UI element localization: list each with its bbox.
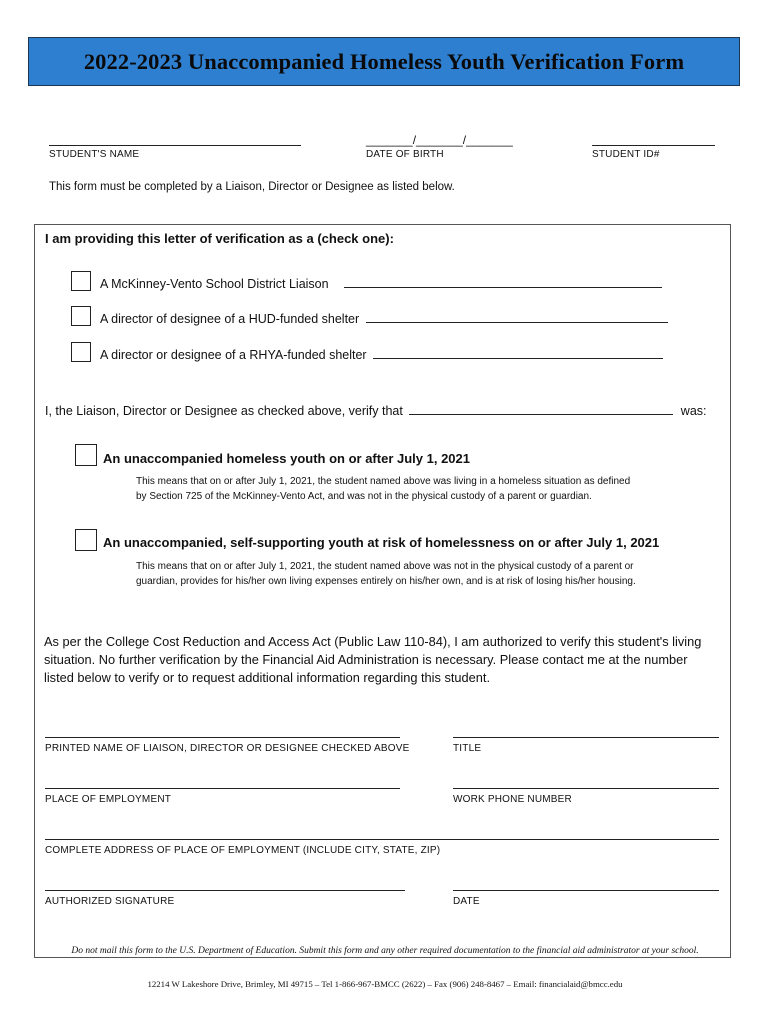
option-rhya-shelter-label: A director or designee of a RHYA-funded shelter — [100, 348, 367, 362]
form-title: 2022-2023 Unaccompanied Homeless Youth Verification Form — [83, 48, 685, 74]
status-homeless-youth-description — [136, 474, 630, 504]
verify-text-before: I, the Liaison, Director or Designee as checked above, verify that — [45, 404, 403, 418]
status-at-risk-youth-title: An unaccompanied, self-supporting youth at risk of homelessness on or after July 1, 2021 — [103, 535, 660, 550]
work-phone-field[interactable] — [453, 788, 719, 789]
rhya-shelter-name-field[interactable] — [373, 347, 663, 359]
verify-statement — [45, 403, 707, 418]
status-at-risk-youth-description-line1: This means that on or after July 1, 2021, the student named above was not in the physical custody of a parent or — [136, 561, 634, 572]
authorized-signature-field[interactable] — [45, 890, 405, 891]
option-hud-shelter — [100, 311, 668, 326]
place-of-employment-field[interactable] — [45, 788, 400, 789]
at-risk-youth-checkbox[interactable] — [75, 529, 97, 551]
liaison-name-field[interactable] — [344, 276, 662, 288]
status-homeless-youth-description-line1: This means that on or after July 1, 2021, the student named above was living in a homeless situation as defined — [136, 476, 631, 487]
date-label: DATE — [453, 896, 480, 907]
student-id-label: STUDENT ID# — [592, 149, 660, 160]
status-homeless-youth-description-line2: by Section 725 of the McKinney-Vento Act, and was not in the physical custody of a parent or guardian. — [136, 491, 592, 502]
form-title-banner — [28, 37, 740, 86]
verify-text-after: was: — [680, 404, 707, 418]
student-name-label: STUDENT'S NAME — [49, 149, 140, 160]
title-label: TITLE — [453, 743, 482, 754]
option-rhya-shelter — [100, 347, 663, 362]
title-field[interactable] — [453, 737, 719, 738]
work-phone-label: WORK PHONE NUMBER — [453, 794, 572, 805]
status-at-risk-youth-description-line2: guardian, provides for his/her own living expenses entirely on his/her own, and is at risk of losing his/her housing. — [136, 576, 636, 587]
hud-shelter-checkbox[interactable] — [71, 306, 91, 326]
hud-shelter-name-field[interactable] — [366, 311, 668, 323]
option-hud-shelter-label: A director of designee of a HUD-funded shelter — [100, 312, 360, 326]
mailing-notice: Do not mail this form to the U.S. Department of Education. Submit this form and any other required documentation to the financial aid administrator at your school. — [71, 946, 699, 956]
student-name-field[interactable] — [49, 145, 301, 146]
date-of-birth-label: DATE OF BIRTH — [366, 149, 444, 160]
rhya-shelter-checkbox[interactable] — [71, 342, 91, 362]
status-at-risk-youth-description — [136, 559, 636, 589]
date-of-birth-field[interactable]: _______/_______/_______ — [366, 133, 513, 147]
option-liaison-label: A McKinney-Vento School District Liaison — [100, 277, 329, 291]
authorization-paragraph: As per the College Cost Reduction and Access Act (Public Law 110-84), I am authorized to verify this student's living situation. No further verification by the Financial Aid Administration is necessary. Please contact me at the number listed below to verify or to request additional information regarding this student. — [44, 634, 702, 685]
student-id-field[interactable] — [592, 145, 715, 146]
printed-name-label: PRINTED NAME OF LIAISON, DIRECTOR OR DESIGNEE CHECKED ABOVE — [45, 743, 410, 754]
option-liaison — [100, 276, 662, 291]
liaison-checkbox[interactable] — [71, 271, 91, 291]
complete-address-label: COMPLETE ADDRESS OF PLACE OF EMPLOYMENT (INCLUDE CITY, STATE, ZIP) — [45, 845, 441, 856]
complete-address-field[interactable] — [45, 839, 719, 840]
status-homeless-youth-title: An unaccompanied homeless youth on or after July 1, 2021 — [103, 451, 470, 466]
place-of-employment-label: PLACE OF EMPLOYMENT — [45, 794, 172, 805]
date-field[interactable] — [453, 890, 719, 891]
verification-heading: I am providing this letter of verification as a (check one): — [45, 231, 394, 246]
instruction-text: This form must be completed by a Liaison, Director or Designee as listed below. — [49, 181, 455, 193]
authorized-signature-label: AUTHORIZED SIGNATURE — [45, 896, 175, 907]
printed-name-field[interactable] — [45, 737, 400, 738]
verified-student-name-field[interactable] — [409, 403, 673, 415]
contact-address: 12214 W Lakeshore Drive, Brimley, MI 49715 – Tel 1-866-967-BMCC (2622) – Fax (906) 248-8467 – Email: financialaid@bmcc.edu — [147, 979, 623, 989]
homeless-youth-checkbox[interactable] — [75, 444, 97, 466]
